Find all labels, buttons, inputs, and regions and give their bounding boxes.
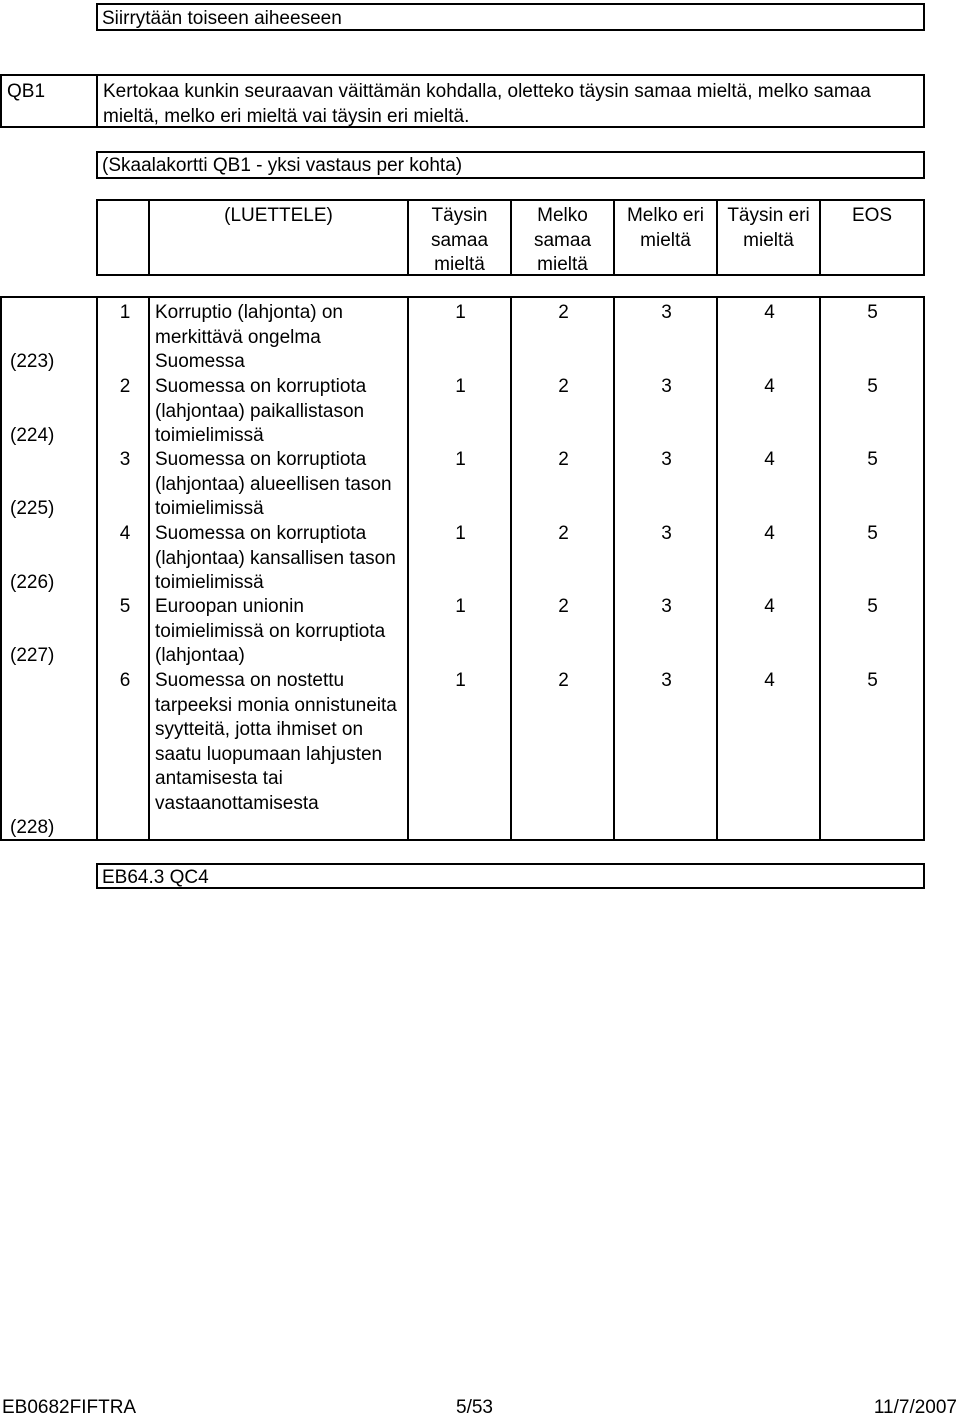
scale-option-3[interactable]: 3 bbox=[661, 523, 672, 544]
scale-option-5[interactable]: 5 bbox=[867, 449, 878, 470]
items-table bbox=[0, 296, 925, 841]
item-text: Suomessa on korruptiota (lahjontaa) alueellisen tason toimielimissä bbox=[155, 449, 392, 519]
column-header-disagree: Melko eri mieltä bbox=[626, 205, 705, 251]
scale-option-1[interactable]: 1 bbox=[455, 376, 466, 397]
scale-option-4[interactable]: 4 bbox=[764, 302, 775, 323]
scale-option-2[interactable]: 2 bbox=[558, 376, 569, 397]
scale-option-2[interactable]: 2 bbox=[558, 596, 569, 617]
scale-option-1[interactable]: 1 bbox=[455, 670, 466, 691]
column-header-strongly-agree: Täysin samaa mieltä bbox=[430, 205, 489, 275]
footer-doc-id: EB0682FIFTRA bbox=[2, 1397, 137, 1417]
question-id: QB1 bbox=[7, 81, 46, 102]
scale-option-4[interactable]: 4 bbox=[764, 449, 775, 470]
scale-option-5[interactable]: 5 bbox=[867, 302, 878, 323]
column-header-strongly-disagree: Täysin eri mieltä bbox=[727, 205, 810, 251]
item-text: Euroopan unionin toimielimissä on korruptiota (lahjontaa) bbox=[155, 596, 386, 666]
scale-option-4[interactable]: 4 bbox=[764, 670, 775, 691]
item-number: 2 bbox=[119, 376, 131, 397]
item-number: 3 bbox=[119, 449, 131, 470]
source-reference-box bbox=[96, 863, 925, 889]
scale-option-1[interactable]: 1 bbox=[455, 523, 466, 544]
scale-option-2[interactable]: 2 bbox=[558, 449, 569, 470]
table-row bbox=[2, 595, 923, 668]
instruction-box bbox=[96, 151, 925, 179]
footer-date: 11/7/2007 bbox=[873, 1397, 957, 1417]
scale-option-2[interactable]: 2 bbox=[558, 523, 569, 544]
scale-option-4[interactable]: 4 bbox=[764, 523, 775, 544]
scale-option-4[interactable]: 4 bbox=[764, 596, 775, 617]
list-instruction: (LUETTELE) bbox=[224, 205, 333, 226]
scale-option-4[interactable]: 4 bbox=[764, 376, 775, 397]
scale-option-3[interactable]: 3 bbox=[661, 302, 672, 323]
item-text: Suomessa on nostettu tarpeeksi monia onnistuneita syytteitä, jotta ihmiset on saatu luopumaan lahjusten antamisesta tai vastaanottamisesta bbox=[155, 670, 397, 814]
scale-option-3[interactable]: 3 bbox=[661, 670, 672, 691]
footer-page-number: 5/53 bbox=[456, 1397, 493, 1417]
table-row bbox=[2, 522, 923, 595]
scale-option-5[interactable]: 5 bbox=[867, 376, 878, 397]
table-row bbox=[2, 375, 923, 448]
scale-option-5[interactable]: 5 bbox=[867, 523, 878, 544]
column-header-dont-know: EOS bbox=[851, 205, 893, 226]
question-text: Kertokaa kunkin seuraavan väittämän kohdalla, oletteko täysin samaa mieltä, melko samaa mieltä, melko eri mieltä vai täysin eri mieltä. bbox=[103, 81, 871, 127]
section-title: Siirrytään toiseen aiheeseen bbox=[102, 8, 342, 29]
variable-code: (223) bbox=[10, 351, 55, 372]
section-title-box bbox=[96, 3, 925, 31]
scale-option-2[interactable]: 2 bbox=[558, 670, 569, 691]
variable-code: (228) bbox=[10, 817, 55, 838]
item-number: 1 bbox=[119, 302, 131, 323]
scale-option-3[interactable]: 3 bbox=[661, 449, 672, 470]
scale-option-1[interactable]: 1 bbox=[455, 596, 466, 617]
item-text: Suomessa on korruptiota (lahjontaa) kansallisen tason toimielimissä bbox=[155, 523, 396, 593]
instruction-text: (Skaalakortti QB1 - yksi vastaus per kohta) bbox=[102, 155, 463, 176]
table-row bbox=[2, 301, 923, 374]
item-number: 4 bbox=[119, 523, 131, 544]
source-reference: EB64.3 QC4 bbox=[102, 867, 209, 888]
item-text: Suomessa on korruptiota (lahjontaa) paikallistason toimielimissä bbox=[155, 376, 367, 446]
table-row bbox=[2, 669, 923, 819]
question-divider bbox=[96, 76, 98, 126]
variable-code: (227) bbox=[10, 645, 55, 666]
scale-option-3[interactable]: 3 bbox=[661, 596, 672, 617]
table-row bbox=[2, 448, 923, 521]
scale-option-5[interactable]: 5 bbox=[867, 596, 878, 617]
item-text: Korruptio (lahjonta) on merkittävä ongelma Suomessa bbox=[155, 302, 343, 372]
scale-option-3[interactable]: 3 bbox=[661, 376, 672, 397]
column-header-box bbox=[96, 199, 925, 276]
scale-option-2[interactable]: 2 bbox=[558, 302, 569, 323]
item-number: 6 bbox=[119, 670, 131, 691]
scale-option-5[interactable]: 5 bbox=[867, 670, 878, 691]
variable-code: (225) bbox=[10, 498, 55, 519]
question-box bbox=[0, 74, 925, 128]
scale-option-1[interactable]: 1 bbox=[455, 449, 466, 470]
column-header-agree: Melko samaa mieltä bbox=[533, 205, 592, 275]
variable-code: (226) bbox=[10, 572, 55, 593]
item-number: 5 bbox=[119, 596, 131, 617]
variable-code: (224) bbox=[10, 425, 55, 446]
scale-option-1[interactable]: 1 bbox=[455, 302, 466, 323]
